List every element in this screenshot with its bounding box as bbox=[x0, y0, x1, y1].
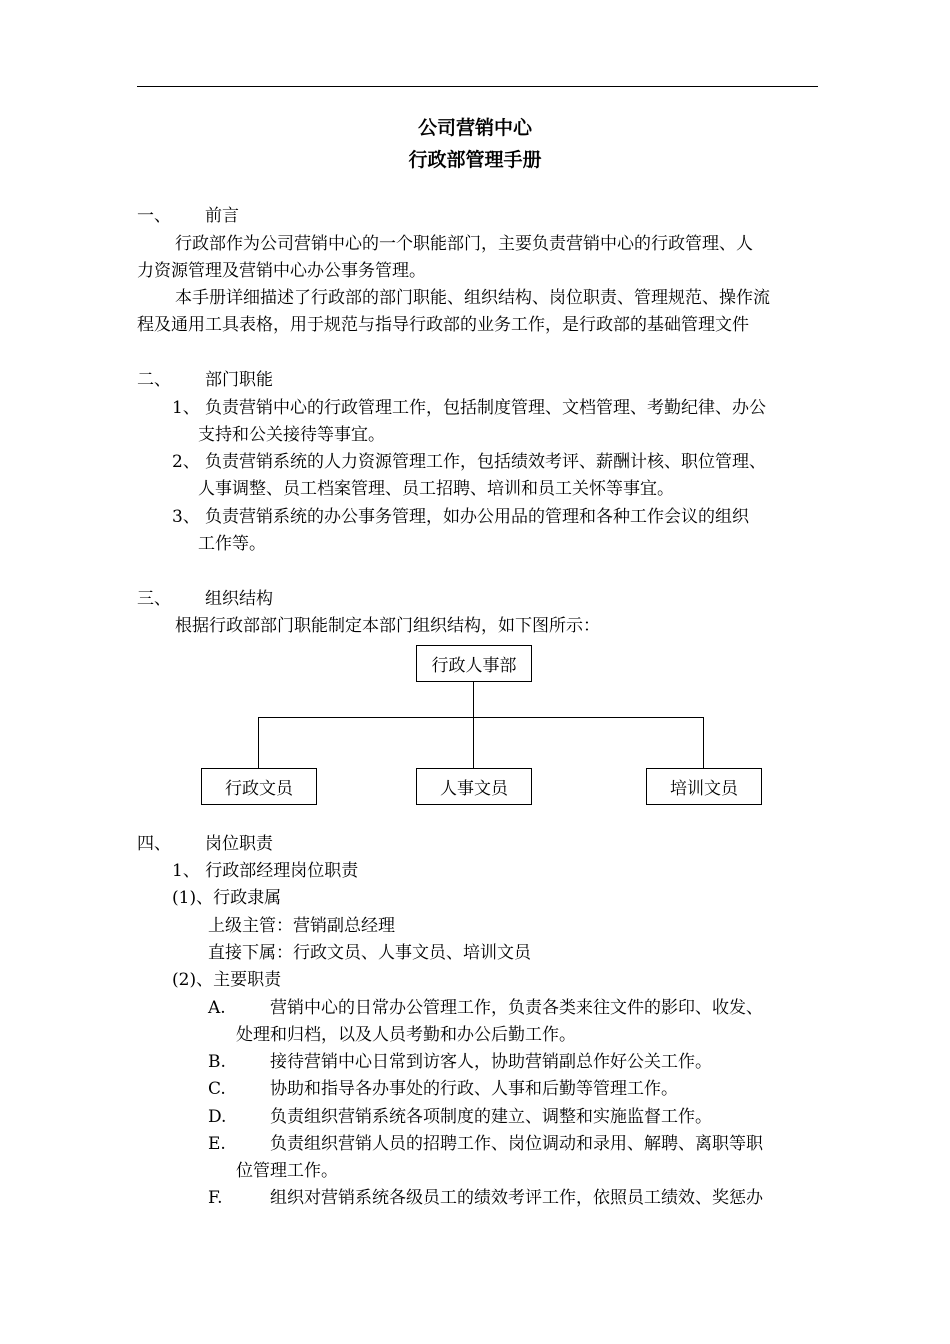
duty-B-label: B. bbox=[208, 1052, 226, 1072]
section-2-item-3-line1: 负责营销系统的办公事务管理，如办公用品的管理和各种工作会议的组织 bbox=[205, 507, 749, 527]
duty-A-line2: 处理和归档，以及人员考勤和办公后勤工作。 bbox=[236, 1025, 576, 1045]
duty-D-label: D. bbox=[208, 1107, 227, 1127]
section-2-item-2-line1: 负责营销系统的人力资源管理工作，包括绩效考评、薪酬计核、职位管理、 bbox=[205, 452, 766, 472]
section-2-heading: 部门职能 bbox=[205, 370, 273, 390]
section-3-intro: 根据行政部部门职能制定本部门组织结构，如下图所示： bbox=[175, 616, 600, 636]
org-box-right: 培训文员 bbox=[646, 768, 762, 805]
section-1-para1-line2: 力资源管理及营销中心办公事务管理。 bbox=[137, 261, 426, 281]
section-3-number: 三、 bbox=[137, 589, 171, 609]
section-2-item-1-line2: 支持和公关接待等事宜。 bbox=[198, 425, 385, 445]
section-4-heading: 岗位职责 bbox=[205, 834, 273, 854]
section-2-item-2-line2: 人事调整、员工档案管理、员工招聘、培训和员工关怀等事宜。 bbox=[198, 479, 674, 499]
section-4-part-1: (1)、行政隶属 bbox=[172, 888, 282, 908]
duty-E-line2: 位管理工作。 bbox=[236, 1161, 338, 1181]
org-box-left: 行政文员 bbox=[201, 768, 317, 805]
superior-line: 上级主管：营销副总经理 bbox=[208, 916, 395, 936]
section-1-para2-line1: 本手册详细描述了行政部的部门职能、组织结构、岗位职责、管理规范、操作流 bbox=[175, 288, 770, 308]
section-1-number: 一、 bbox=[137, 206, 171, 226]
org-box-middle: 人事文员 bbox=[416, 768, 532, 805]
doc-title-line2: 行政部管理手册 bbox=[408, 149, 542, 171]
duty-B-line1: 接待营销中心日常到访客人，协助营销副总作好公关工作。 bbox=[270, 1052, 712, 1072]
header-rule bbox=[137, 86, 818, 87]
duty-A-label: A. bbox=[208, 998, 226, 1018]
duty-E-line1: 负责组织营销人员的招聘工作、岗位调动和录用、解聘、离职等职 bbox=[270, 1134, 763, 1154]
section-2-item-1-number: 1、 bbox=[172, 398, 200, 418]
section-1-para1-line1: 行政部作为公司营销中心的一个职能部门，主要负责营销中心的行政管理、人 bbox=[175, 234, 753, 254]
org-connector-vertical-main bbox=[473, 682, 474, 768]
section-2-item-1-line1: 负责营销中心的行政管理工作，包括制度管理、文档管理、考勤纪律、办公 bbox=[205, 398, 766, 418]
duty-A-line1: 营销中心的日常办公管理工作，负责各类来往文件的影印、收发、 bbox=[270, 998, 763, 1018]
org-connector-left bbox=[258, 717, 259, 768]
duty-C-label: C. bbox=[208, 1079, 226, 1099]
section-4-number: 四、 bbox=[137, 834, 171, 854]
section-1-heading: 前言 bbox=[205, 206, 239, 226]
duty-F-label: F. bbox=[208, 1188, 223, 1208]
org-box-top: 行政人事部 bbox=[416, 645, 532, 682]
section-1-para2-line2: 程及通用工具表格，用于规范与指导行政部的业务工作，是行政部的基础管理文件 bbox=[137, 315, 749, 335]
section-3-heading: 组织结构 bbox=[205, 589, 273, 609]
subordinates-line: 直接下属：行政文员、人事文员、培训文员 bbox=[208, 943, 531, 963]
org-connector-horizontal bbox=[258, 717, 704, 718]
section-2-item-2-number: 2、 bbox=[172, 452, 200, 472]
doc-title-line1: 公司营销中心 bbox=[417, 117, 532, 139]
section-2-item-3-number: 3、 bbox=[172, 507, 200, 527]
org-connector-right bbox=[703, 717, 704, 768]
section-2-number: 二、 bbox=[137, 370, 171, 390]
section-4-part-2: (2)、主要职责 bbox=[172, 970, 282, 990]
duty-E-label: E. bbox=[208, 1134, 226, 1154]
duty-D-line1: 负责组织营销系统各项制度的建立、调整和实施监督工作。 bbox=[270, 1107, 712, 1127]
duty-F-line1: 组织对营销系统各级员工的绩效考评工作，依照员工绩效、奖惩办 bbox=[270, 1188, 763, 1208]
duty-C-line1: 协助和指导各办事处的行政、人事和后勤等管理工作。 bbox=[270, 1079, 678, 1099]
section-4-subheading-1: 1、 行政部经理岗位职责 bbox=[172, 861, 359, 881]
section-2-item-3-line2: 工作等。 bbox=[198, 534, 266, 554]
